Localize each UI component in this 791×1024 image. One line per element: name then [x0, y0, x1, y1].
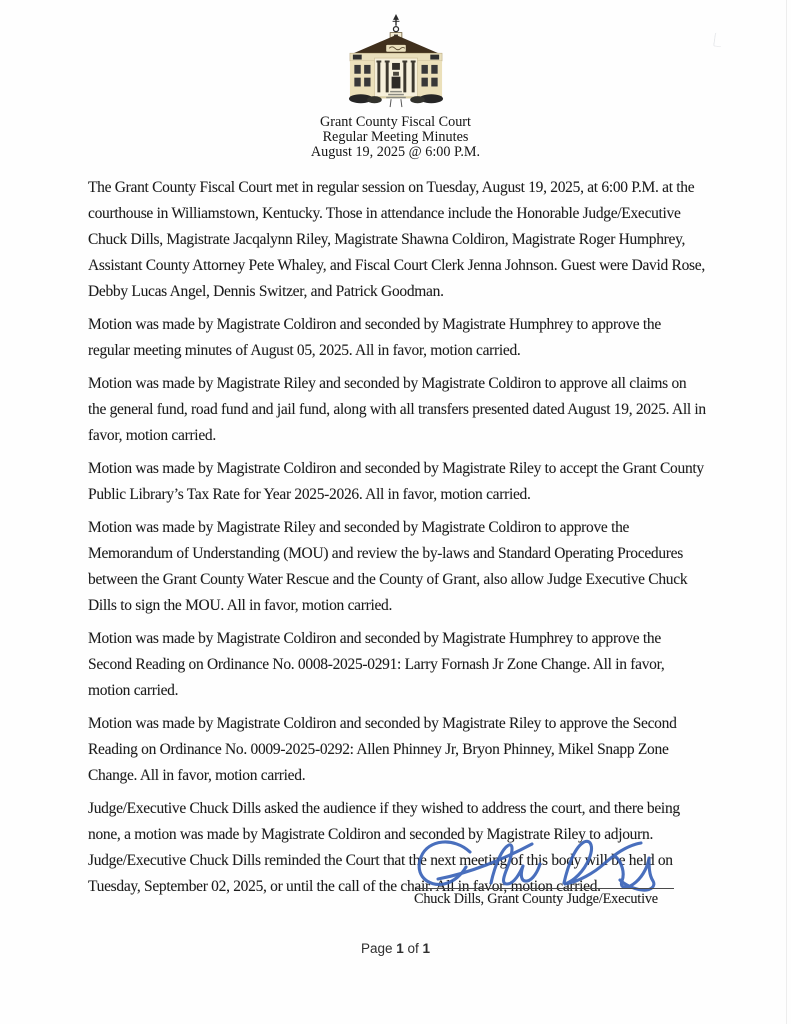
- minutes-body: [0, 160, 791, 900]
- closing-adjourn-text: Judge/Executive Chuck Dills asked the audience if they wished to address the court, and there being none, a motion was made by Magistrate Coldiron and seconded by Magistrate Riley to adjourn.: [88, 800, 680, 843]
- closing-next-meeting-text: Judge/Executive Chuck Dills reminded the Court that the next meeting of this body will be held on Tuesday, September 02, 2025, or until the call of the chair. All in favor, motion carried.: [88, 852, 673, 895]
- courthouse-illustration: [337, 12, 455, 110]
- paragraph-motion-claims: Motion was made by Magistrate Riley and seconded by Magistrate Coldiron to approve all claims on the general fund, road fund and jail fund, along with all transfers presented dated August 19, 2025. All in favor, motion carried.: [88, 375, 706, 444]
- document-header: [0, 0, 791, 160]
- page-number-footer: [0, 941, 791, 956]
- signature-printed-name: Chuck Dills, Grant County Judge/Executive: [414, 891, 658, 907]
- paragraph-motion-library-tax-rate: Motion was made by Magistrate Coldiron and seconded by Magistrate Riley to accept the Grant County Public Library’s Tax Rate for Year 2025-2026. All in favor, motion carried.: [88, 460, 704, 503]
- signature-block: [408, 836, 680, 908]
- org-title: Grant County Fiscal Court: [320, 114, 471, 130]
- paragraph-attendance: The Grant County Fiscal Court met in regular session on Tuesday, August 19, 2025, at 6:00 P.M. at the courthouse in Williamstown, Kentucky. Those in attendance include the Honorable Judge/Executive Chuck Dills, Magistrate Jacqalynn Riley, Magistrate Shawna Coldiron, Magistrate Roger Humphrey, Assistant County Attorney Pete Whaley, and Fiscal Court Clerk Jenna Johnson. Guest were David Rose, Debby Lucas Angel, Dennis Switzer, and Patrick Goodman.: [88, 179, 705, 300]
- signature-line: [416, 888, 674, 889]
- paragraph-motion-ordinance-0291: Motion was made by Magistrate Coldiron and seconded by Magistrate Humphrey to approve the Second Reading on Ordinance No. 0008-2025-0291: Larry Fornash Jr Zone Change. All in favor, motion carried.: [88, 630, 665, 699]
- scan-edge-shadow: [786, 0, 788, 1024]
- paragraph-motion-mou-water-rescue: Motion was made by Magistrate Riley and seconded by Magistrate Coldiron to approve the Memorandum of Understanding (MOU) and review the by-laws and Standard Operating Procedures between the Grant County Water Rescue and the County of Grant, also allow Judge Executive Chuck Dills to sign the MOU. All in favor, motion carried.: [88, 519, 688, 614]
- footer-of-label: of: [407, 941, 419, 956]
- footer-page-total: 1: [422, 941, 431, 956]
- meeting-datetime: August 19, 2025 @ 6:00 P.M.: [310, 144, 481, 160]
- footer-page-label: Page: [360, 941, 393, 956]
- paragraph-motion-ordinance-0292: Motion was made by Magistrate Coldiron and seconded by Magistrate Riley to approve the Second Reading on Ordinance No. 0009-2025-0292: Allen Phinney Jr, Bryon Phinney, Mikel Snapp Zone Change. All in favor, motion carried.: [88, 715, 677, 784]
- handwritten-signature: [408, 832, 680, 894]
- paragraph-motion-minutes-approval: Motion was made by Magistrate Coldiron and seconded by Magistrate Humphrey to approve the regular meeting minutes of August 05, 2025. All in favor, motion carried.: [88, 316, 661, 359]
- footer-page-current: 1: [396, 941, 404, 956]
- doc-type-title: Regular Meeting Minutes: [322, 129, 469, 145]
